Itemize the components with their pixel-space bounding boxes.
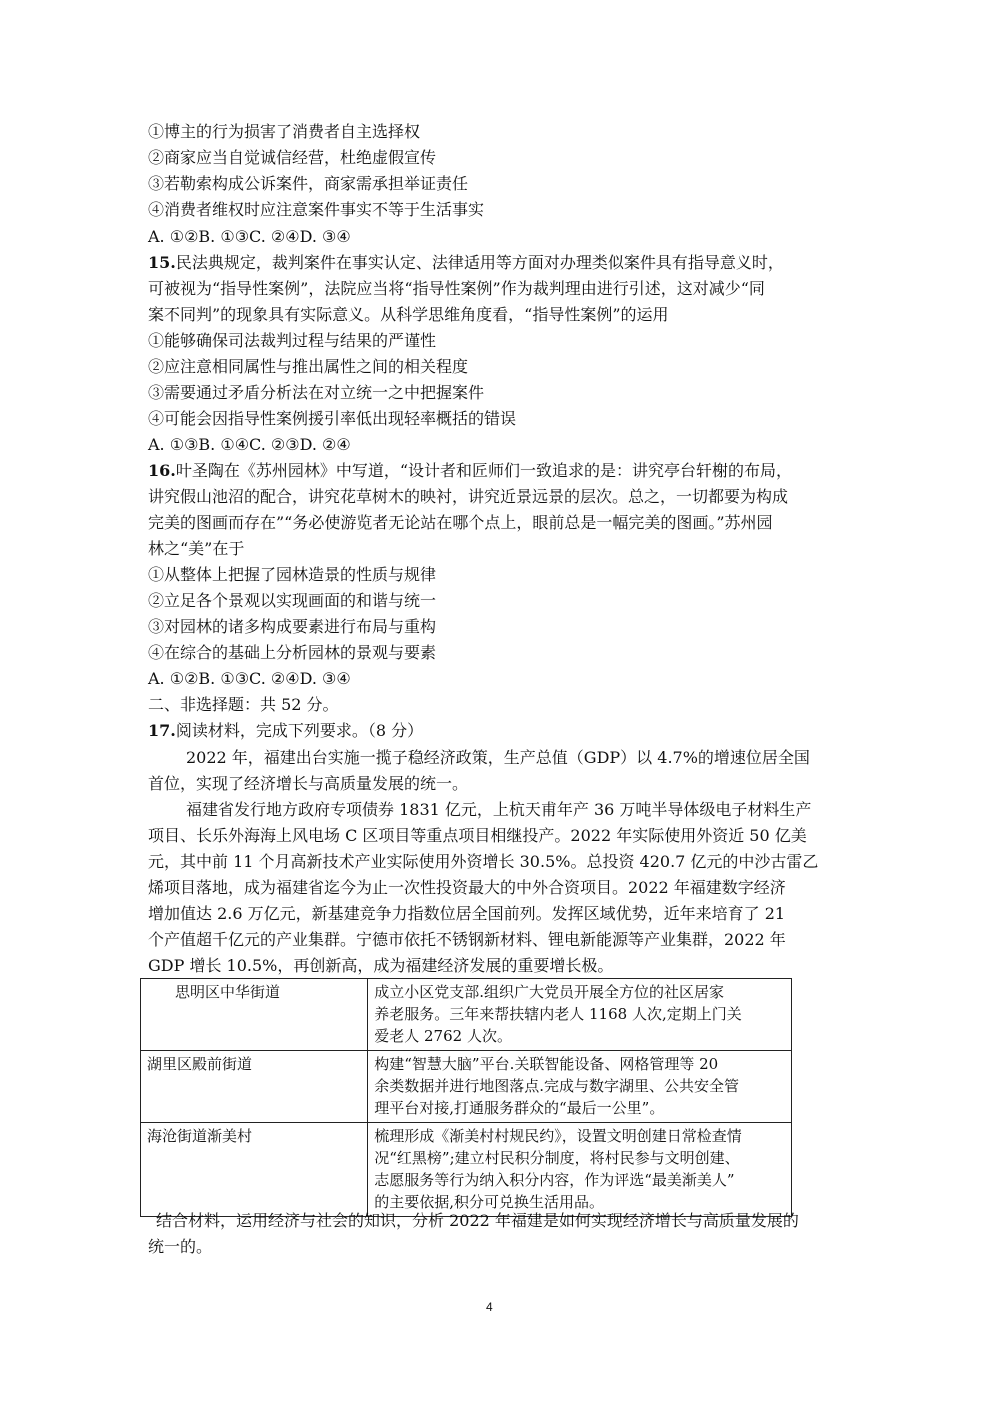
q16-line-3: 完美的图画而存在”“务必使游览者无论站在哪个点上，眼前总是一幅完美的图画。”苏州园 — [148, 513, 773, 532]
desc-line: 况“红黑榜”;建立村民积分制度，将村民参与文明创建、 — [374, 1149, 740, 1167]
q16-number: 16. — [148, 461, 176, 480]
q17-para2-line-7: GDP 增长 10.5%，再创新高，成为福建经济发展的重要增长极。 — [148, 956, 614, 975]
desc-line: 构建“智慧大脑”平台.关联智能设备、网格管理等 20 — [374, 1055, 719, 1073]
q15-option-3: ③需要通过矛盾分析法在对立统一之中把握案件 — [148, 383, 485, 402]
q17-para2-line-4: 烯项目落地，成为福建省迄今为止一次性投资最大的中外合资项目。2022 年福建数字经济 — [148, 878, 786, 897]
q15-line-3: 案不同判”的现象具有实际意义。从科学思维角度看，“指导性案例”的运用 — [148, 305, 669, 324]
q15-line-2: 可被视为“指导性案例”，法院应当将“指导性案例”作为裁判理由进行引述，这对减少“同 — [148, 279, 765, 298]
q16-option-1: ①从整体上把握了园林造景的性质与规律 — [148, 565, 437, 584]
q17-number: 17. — [148, 721, 176, 740]
q14-option-3: ③若勒索构成公诉案件，商家需承担举证责任 — [148, 174, 469, 193]
table-cell-desc — [368, 1051, 792, 1123]
table-cell-place: 思明区中华街道 — [141, 979, 368, 1051]
q17-question-line-1: 结合材料，运用经济与社会的知识，分析 2022 年福建是如何实现经济增长与高质量发展的 — [156, 1211, 799, 1230]
desc-line: 成立小区党支部.组织广大党员开展全方位的社区居家 — [374, 983, 725, 1001]
q16-line-2: 讲究假山池沼的配合，讲究花草树木的映衬，讲究近景远景的层次。总之，一切都要为构成 — [148, 487, 789, 506]
desc-line: 余类数据并进行地图落点.完成与数字湖里、公共安全管 — [374, 1077, 740, 1095]
material-table — [140, 978, 792, 1217]
q15-number: 15. — [148, 253, 176, 272]
q16-line-1 — [148, 461, 792, 481]
q17-para1-line-2: 首位，实现了经济增长与高质量发展的统一。 — [148, 774, 469, 793]
q16-option-4: ④在综合的基础上分析园林的景观与要素 — [148, 643, 437, 662]
q15-line-1 — [148, 253, 784, 273]
q17-para2-line-1: 福建省发行地方政府专项债券 1831 亿元，上杭天甫年产 36 万吨半导体级电子材料生产 — [186, 800, 812, 819]
q15-text-1: 民法典规定，裁判案件在事实认定、法律适用等方面对办理类似案件具有指导意义时， — [175, 253, 784, 272]
q17-para2-line-2: 项目、长乐外海海上风电场 C 区项目等重点项目相继投产。2022 年实际使用外资近 50 亿美 — [148, 826, 807, 845]
q16-choices: A. ①②B. ①③C. ②④D. ③④ — [148, 669, 351, 688]
page-number: 4 — [486, 1300, 493, 1314]
q17-para2-line-3: 元，其中前 11 个月高新技术产业实际使用外资增长 30.5%。总投资 420.7 亿元的中沙古雷乙 — [148, 852, 819, 871]
q16-option-2: ②立足各个景观以实现画面的和谐与统一 — [148, 591, 437, 610]
desc-line: 养老服务。三年来帮扶辖内老人 1168 人次,定期上门关 — [374, 1005, 742, 1023]
q14-option-4: ④消费者维权时应注意案件事实不等于生活事实 — [148, 200, 485, 219]
desc-line: 爱老人 2762 人次。 — [374, 1027, 512, 1045]
q16-text-1: 叶圣陶在《苏州园林》中写道，“设计者和匠师们一致追求的是：讲究亭台轩榭的布局， — [175, 461, 793, 480]
q17-para2-line-6: 个产值超千亿元的产业集群。宁德市依托不锈钢新材料、锂电新能源等产业集群，2022 年 — [148, 930, 786, 949]
q17-title-line — [148, 721, 423, 741]
q16-option-3: ③对园林的诸多构成要素进行布局与重构 — [148, 617, 437, 636]
table-row — [141, 1123, 792, 1217]
q15-option-1: ①能够确保司法裁判过程与结果的严谨性 — [148, 331, 437, 350]
desc-line: 理平台对接,打通服务群众的“最后一公里”。 — [374, 1099, 665, 1117]
q16-line-4: 林之“美”在于 — [148, 539, 245, 558]
q17-para1-line-1: 2022 年，福建出台实施一揽子稳经济政策，生产总值（GDP）以 4.7%的增速位居全国 — [186, 748, 810, 767]
table-cell-desc — [368, 979, 792, 1051]
q17-title: 阅读材料，完成下列要求。（8 分） — [175, 721, 424, 740]
q15-choices: A. ①③B. ①④C. ②③D. ②④ — [148, 435, 351, 454]
q14-choices: A. ①②B. ①③C. ②④D. ③④ — [148, 227, 351, 246]
table-row — [141, 1051, 792, 1123]
q15-option-4: ④可能会因指导性案例援引率低出现轻率概括的错误 — [148, 409, 517, 428]
q17-question-line-2: 统一的。 — [148, 1237, 213, 1256]
table-cell-place: 海沧街道渐美村 — [141, 1123, 368, 1217]
table-cell-desc — [368, 1123, 792, 1217]
desc-line: 的主要依据,积分可兑换生活用品。 — [374, 1193, 605, 1211]
q14-option-2: ②商家应当自觉诚信经营，杜绝虚假宣传 — [148, 148, 437, 167]
table-row — [141, 979, 792, 1051]
table-cell-place: 湖里区殿前街道 — [141, 1051, 368, 1123]
desc-line: 志愿服务等行为纳入积分内容，作为评选“最美渐美人” — [374, 1171, 735, 1189]
q15-option-2: ②应注意相同属性与推出属性之间的相关程度 — [148, 357, 469, 376]
q17-para2-line-5: 增加值达 2.6 万亿元，新基建竞争力指数位居全国前列。发挥区域优势，近年来培育了 21 — [148, 904, 786, 923]
q14-option-1: ①博主的行为损害了消费者自主选择权 — [148, 122, 421, 141]
section-heading: 二、非选择题：共 52 分。 — [148, 695, 339, 714]
desc-line: 梳理形成《渐美村村规民约》，设置文明创建日常检查情 — [374, 1127, 742, 1145]
